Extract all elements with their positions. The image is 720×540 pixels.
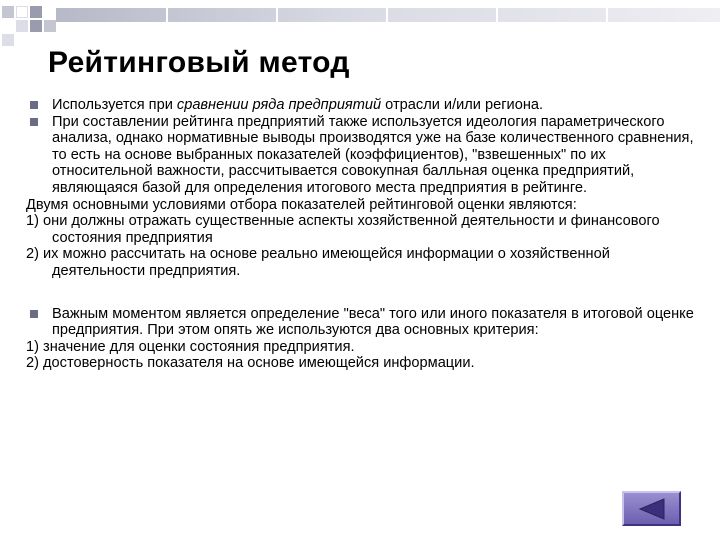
bullet-emphasis: сравнении ряда предприятий	[176, 97, 382, 113]
square-bullet-icon	[30, 310, 38, 318]
paragraph: Двумя основными условиями отбора показателей рейтинговой оценки являются:	[26, 196, 577, 213]
bullet-item	[26, 306, 698, 339]
square-bullet-icon	[30, 101, 38, 109]
bullet-text: При составлении рейтинга предприятий также используется идеология параметрического анализа, однако нормативные выводы производятся уже на базе количественного сравнения, то есть на основе выбранных показателей (коэффициентов), "взвешенных" по их относительной важности, рассчитывается совокупная балльная оценка предприятий, являющаяся базой для определения итогового места предприятия в рейтинге.	[52, 113, 694, 196]
deco-square	[16, 20, 28, 32]
bullet-text: Используется при	[52, 97, 177, 113]
bullet-item	[26, 114, 698, 197]
deco-square	[16, 6, 28, 18]
paragraph: 1) значение для оценки состояния предприятия.	[26, 338, 355, 355]
bullet-text: Важным моментом является определение "веса" того или иного показателя в итоговой оценке предприятия. При этом опять же используются два основных критерия:	[52, 305, 694, 339]
deco-square	[2, 6, 14, 18]
bullet-text: отрасли и/или региона.	[381, 97, 544, 113]
paragraph: 1) они должны отражать существенные аспекты хозяйственной деятельности и финансового состояния предприятия	[26, 213, 660, 246]
triangle-left-icon	[638, 498, 666, 520]
header-bar-divider	[496, 8, 498, 22]
slide-title: Рейтинговый метод	[48, 46, 350, 79]
header-bar	[56, 8, 720, 22]
header-bar-divider	[606, 8, 608, 22]
deco-square	[30, 20, 42, 32]
header-bar-divider	[276, 8, 278, 22]
deco-square	[30, 6, 42, 18]
spacer	[26, 280, 698, 306]
bullet-item	[26, 97, 698, 114]
deco-square	[44, 20, 56, 32]
paragraph: 2) достоверность показателя на основе имеющейся информации.	[26, 355, 475, 372]
header-bar-divider	[386, 8, 388, 22]
header-bar-divider	[166, 8, 168, 22]
deco-square	[2, 34, 14, 46]
square-bullet-icon	[30, 118, 38, 126]
paragraph: 2) их можно рассчитать на основе реально имеющейся информации о хозяйственной деятельности предприятия.	[26, 246, 610, 279]
slide-body	[26, 97, 698, 372]
back-button[interactable]	[622, 491, 681, 526]
